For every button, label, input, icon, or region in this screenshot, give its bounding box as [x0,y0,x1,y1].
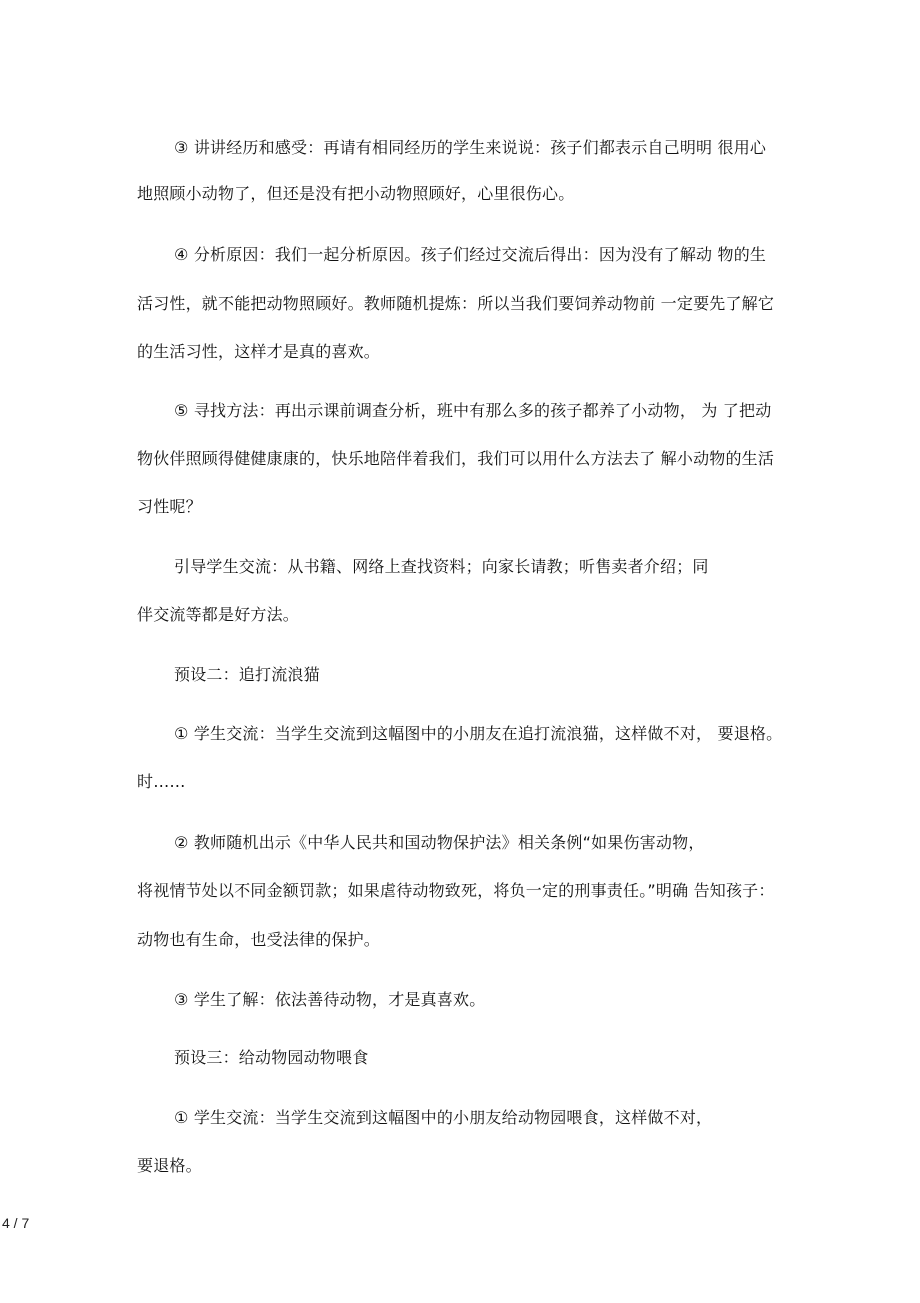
text-line: 的生活习性，这样才是真的喜欢。 [137,342,381,361]
section-heading: 预设三：给动物园动物喂食 [174,1048,369,1067]
text-line: ③ 学生了解：依法善待动物，才是真喜欢。 [174,990,486,1009]
text-line: 动物也有生命，也受法律的保护。 [137,930,381,949]
text-line: ① 学生交流：当学生交流到这幅图中的小朋友在追打流浪猫，这样做不对， 要退格。 [174,724,783,743]
text-line: 将视情节处以不同金额罚款；如果虐待动物致死，将负一定的刑事责任。”明确 告知孩子： [137,881,775,900]
text-line: 引导学生交流：从书籍、网络上查找资料；向家长请教；听售卖者介绍；同 [174,557,709,576]
text-line: 要退格。 [137,1156,202,1175]
text-line: ③ 讲讲经历和感受：再请有相同经历的学生来说说：孩子们都表示自己明明 很用心 [174,138,767,157]
section-heading: 预设二：追打流浪猫 [174,665,320,684]
text-line: 地照顾小动物了，但还是没有把小动物照顾好，心里很伤心。 [137,184,575,203]
text-line: 伴交流等都是好方法。 [137,605,300,624]
text-line: 物伙伴照顾得健健康康的，快乐地陪伴着我们，我们可以用什么方法去了 解小动物的生活 [137,449,775,468]
text-line: 时…… [137,772,186,791]
text-line: 活习性，就不能把动物照顾好。教师随机提炼：所以当我们要饲养动物前 一定要先了解它 [137,294,775,313]
text-line: 习性呢？ [137,497,202,516]
text-line: ② 教师随机出示《中华人民共和国动物保护法》相关条例“如果伤害动物， [174,833,705,852]
text-line: ① 学生交流：当学生交流到这幅图中的小朋友给动物园喂食，这样做不对， [174,1108,713,1127]
text-line: ⑤ 寻找方法：再出示课前调查分析，班中有那么多的孩子都养了小动物， 为 了把动 [174,401,772,420]
text-line: ④ 分析原因：我们一起分析原因。孩子们经过交流后得出：因为没有了解动 物的生 [174,245,767,264]
page-number: 4 / 7 [2,1215,30,1231]
